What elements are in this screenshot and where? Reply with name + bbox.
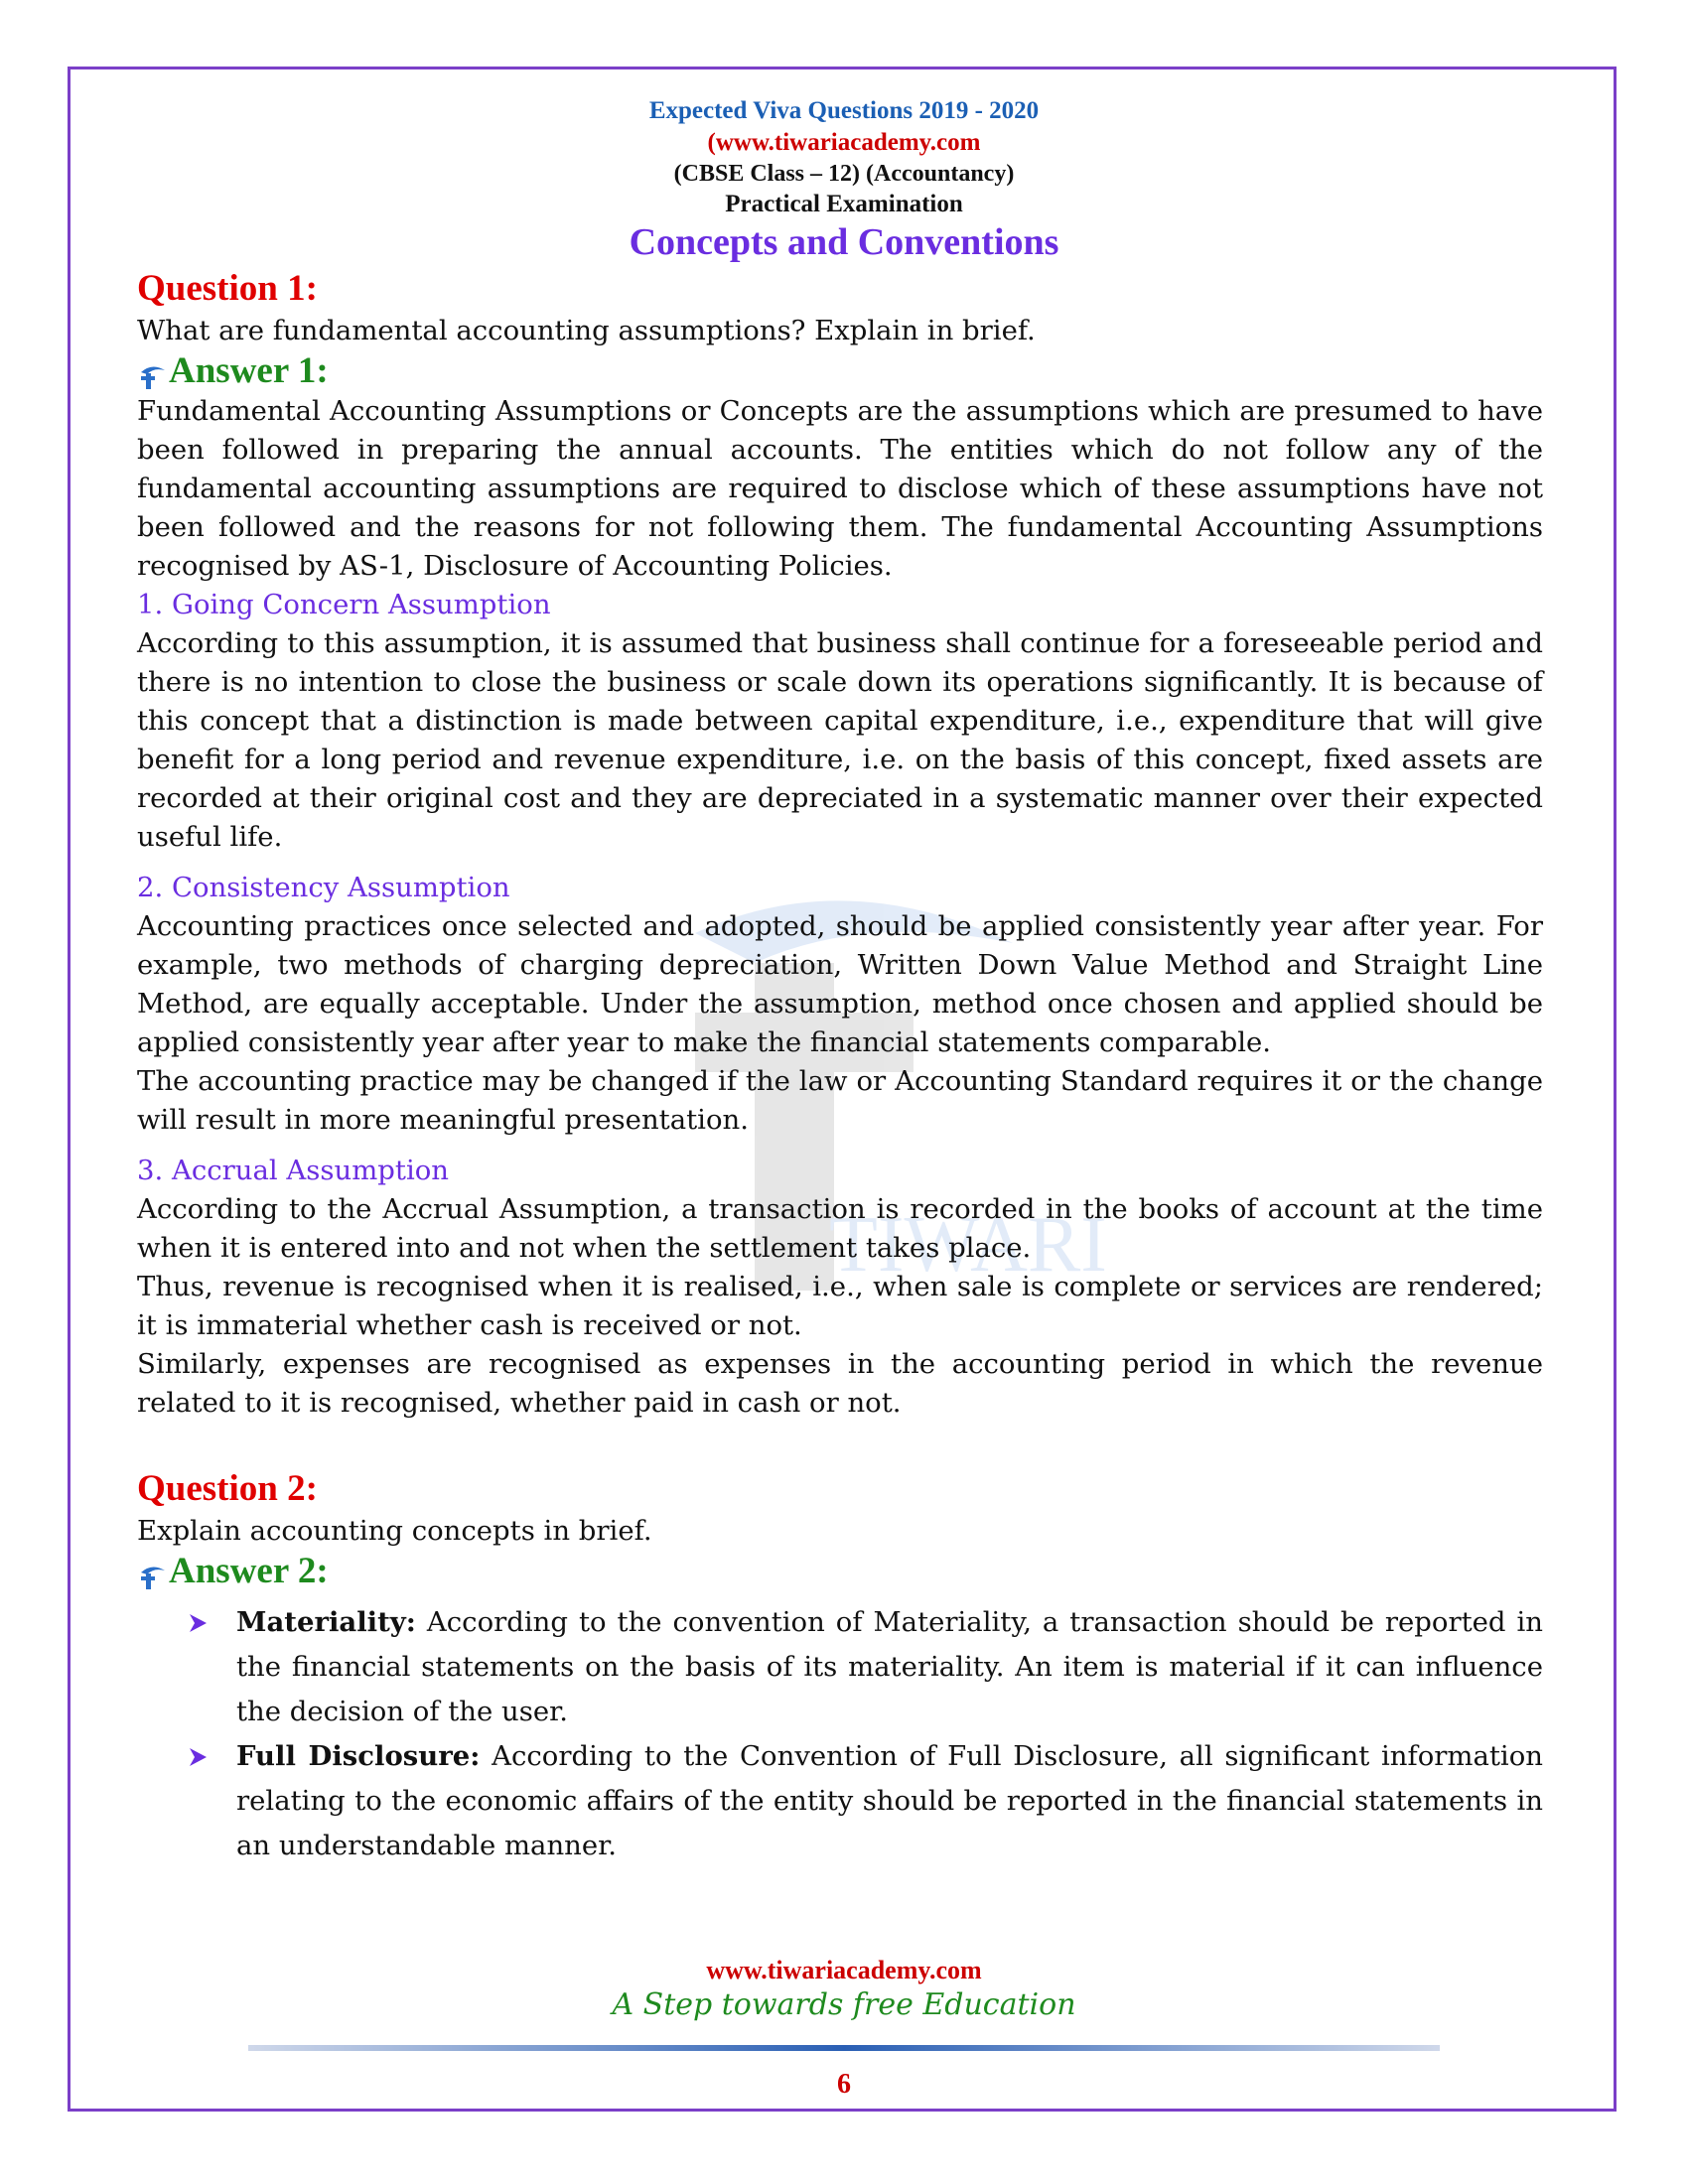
going-concern-heading: 1. Going Concern Assumption [137, 589, 551, 620]
consistency-text-2: The accounting practice may be changed if the law or Accounting Standard requires it or the change will result in more meaningful presentation. [137, 1065, 1543, 1136]
consistency-heading: 2. Consistency Assumption [137, 872, 510, 903]
accrual-text-1: According to the Accrual Assumption, a transaction is recorded in the books of account at the time when it is entered into and not when the settlement takes place. [137, 1193, 1543, 1264]
accrual-heading: 3. Accrual Assumption [137, 1155, 450, 1186]
question-2-text: Explain accounting concepts in brief. [137, 1515, 652, 1547]
tiwari-logo-icon [137, 1563, 167, 1592]
footer-website-link[interactable]: www.tiwariacademy.com [706, 1956, 982, 1984]
header-website: (www.tiwariacademy.com [707, 129, 981, 156]
answer-2-list [137, 1600, 1543, 1868]
list-item [137, 1734, 1543, 1868]
going-concern-text: According to this assumption, it is assumed that business shall continue for a foreseeable period and there is no intention to close the business or scale down its operations significantly. It is because of this concept that a distinction is made between capital expenditure, i.e., expenditure that will give benefit for a long period and revenue expenditure, i.e. on the basis of this concept, fixed assets are recorded at their original cost and they are depreciated in a systematic manner over their expected useful life. [137, 627, 1543, 853]
arrow-bullet-icon [187, 1612, 209, 1634]
footer-divider [248, 2043, 1440, 2053]
header-exam: Practical Examination [725, 191, 963, 217]
header-class: (CBSE Class – 12) (Accountancy) [673, 161, 1015, 187]
page-title: Concepts and Conventions [629, 221, 1059, 263]
tiwari-logo-icon [137, 362, 167, 392]
question-1-text: What are fundamental accounting assumptions? Explain in brief. [137, 315, 1036, 346]
question-2-label: Question 2: [137, 1468, 318, 1509]
answer-1-intro: Fundamental Accounting Assumptions or Concepts are the assumptions which are presumed to have been followed in preparing the annual accounts. The entities which do not follow any of the fundamental accounting assumptions are required to disclose which of these assumptions have not been followed and the reasons for not following them. The fundamental Accounting Assumptions recognised by AS-1, Disclosure of Accounting Policies. [137, 395, 1543, 582]
list-item [137, 1600, 1543, 1734]
page-number: 6 [837, 2069, 851, 2100]
answer-1-label: Answer 1: [169, 350, 329, 391]
answer-1-heading [137, 350, 1543, 392]
answer-2-heading [137, 1551, 1543, 1592]
answer-2-label: Answer 2: [169, 1551, 329, 1591]
footer-tagline: A Step towards free Education [612, 1987, 1076, 2022]
watermark-text: TIWARI [829, 1201, 1107, 1289]
consistency-text-1: Accounting practices once selected and adopted, should be applied consistently year after year. For example, two methods of charging depreciation, Written Down Value Method and Straight Line Method, are equally acceptable. Under the assumption, method once chosen and applied should be applied consistently year after year to make the financial statements comparable. [137, 910, 1543, 1058]
question-1-label: Question 1: [137, 268, 318, 309]
full-disclosure-text: According to the Convention of Full Disclosure, all significant information relating to the economic affairs of the entity should be reported in the financial statements in an understandable manner. [236, 1740, 1543, 1861]
arrow-bullet-icon [187, 1746, 209, 1768]
accrual-text-2: Thus, revenue is recognised when it is realised, i.e., when sale is complete or services are rendered; it is immaterial whether cash is received or not. [137, 1271, 1543, 1341]
materiality-term: Materiality: [236, 1606, 416, 1638]
materiality-text: According to the convention of Materiality, a transaction should be reported in the financial statements on the basis of its materiality. An item is material if it can influence the decision of the user. [236, 1606, 1543, 1727]
main-content [137, 266, 1543, 1868]
full-disclosure-term: Full Disclosure: [236, 1740, 481, 1772]
accrual-text-3: Similarly, expenses are recognised as expenses in the accounting period in which the revenue related to it is recognised, whether paid in cash or not. [137, 1348, 1543, 1419]
header-line-1: Expected Viva Questions 2019 - 2020 [648, 97, 1040, 124]
